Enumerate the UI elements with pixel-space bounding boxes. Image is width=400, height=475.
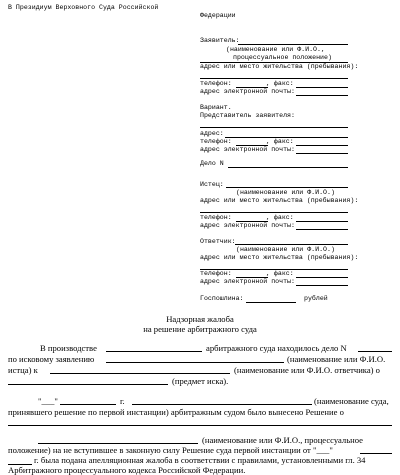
p1-text-g: (предмет иска).: [172, 376, 229, 386]
variant-label: Вариант.: [200, 104, 232, 111]
applicant-email-line: [296, 95, 348, 96]
defendant-fax-line: [296, 277, 348, 278]
plaintiff-phone-label: телефон:: [200, 214, 232, 221]
doc-title-line-1: Надзорная жалоба: [166, 314, 234, 324]
p2-date-day: "___": [38, 396, 58, 406]
case-label: Дело N: [200, 160, 224, 167]
p1-text-b: арбитражного суда находилось дело N: [206, 343, 347, 353]
p3-text-a: (наименование или Ф.И.О., процессуальное: [202, 435, 363, 445]
applicant-phone-label: телефон:: [200, 80, 232, 87]
fee-unit: рублей: [304, 295, 328, 302]
p2-text-d: принявшего решение по первой инстанции) арбитражным судом было вынесено Решение о: [8, 407, 344, 417]
plaintiff-name-line: [226, 187, 348, 188]
p1-court-line: [106, 351, 202, 352]
rep-fax-line: [296, 145, 348, 146]
applicant-name-hint-2: процессуальное положение): [233, 54, 332, 61]
rep-fax-label: , факс:: [266, 138, 294, 145]
defendant-address-label: адрес или место жительства (пребывания):: [200, 254, 359, 261]
applicant-address-label: адрес или место жительства (пребывания):: [200, 63, 359, 70]
applicant-fax-line: [296, 87, 348, 88]
plaintiff-fax-label: , факс:: [266, 214, 294, 221]
p1-text-d: (наименование или Ф.И.О.: [287, 354, 386, 364]
p1-text-a: В производстве: [40, 343, 97, 353]
p1-case-line: [358, 351, 392, 352]
defendant-name-line: [235, 244, 348, 245]
applicant-address-line: [200, 78, 348, 79]
plaintiff-email-label: адрес электронной почты:: [200, 222, 295, 229]
applicant-fax-label: , факс:: [266, 80, 294, 87]
defendant-fax-label: , факс:: [266, 270, 294, 277]
defendant-email-line: [296, 285, 348, 286]
plaintiff-address-line: [200, 212, 348, 213]
representative-line: [200, 127, 348, 128]
plaintiff-label: Истец:: [200, 181, 224, 188]
rep-email-line: [296, 153, 348, 154]
p3-text-b: положение) на не вступившее в законную силу Решение суда первой инстанции от "___": [8, 445, 333, 455]
defendant-email-label: адрес электронной почты:: [200, 278, 295, 285]
p1-subject-line: [8, 384, 168, 385]
p3-text-d: Арбитражного процессуального кодекса Российской Федерации.: [8, 465, 246, 475]
rep-address-label: адрес:: [200, 130, 224, 137]
p1-text-e: истца) к: [8, 365, 38, 375]
p3-date-line: [360, 453, 392, 454]
addressee-line-1: В Президиум Верховного Суда Российской: [8, 4, 159, 11]
p2-year-suffix: г.: [120, 396, 125, 406]
plaintiff-name-hint: (наименование или Ф.И.О.): [236, 189, 335, 196]
fee-label: Госпошлина:: [200, 295, 244, 302]
rep-email-label: адрес электронной почты:: [200, 146, 295, 153]
plaintiff-address-label: адрес или место жительства (пребывания):: [200, 197, 359, 204]
p2-text-c: (наименование суда,: [314, 396, 389, 406]
applicant-label: Заявитель:: [200, 37, 240, 44]
defendant-name-hint: (наименование или Ф.И.О.): [236, 246, 335, 253]
p1-plaintiff-line: [106, 362, 284, 363]
p3-text-c: г. была подана апелляционная жалоба в соответствии с правилами, установленными гл. 34: [34, 455, 366, 465]
p1-text-f: (наименование или Ф.И.О. ответчика) о: [234, 365, 380, 375]
plaintiff-fax-line: [296, 221, 348, 222]
defendant-phone-label: телефон:: [200, 270, 232, 277]
case-number-line: [228, 167, 348, 168]
rep-phone-label: телефон:: [200, 138, 232, 145]
p2-court-line: [132, 404, 312, 405]
applicant-email-label: адрес электронной почты:: [200, 88, 295, 95]
fee-line: [246, 302, 296, 303]
p3-appellant-line: [38, 443, 198, 444]
defendant-label: Ответчик:: [200, 238, 236, 245]
doc-title-line-2: на решение арбитражного суда: [143, 324, 257, 334]
p2-date-line: [60, 404, 116, 405]
p1-defendant-line: [50, 373, 230, 374]
applicant-name-hint-1: (наименование или Ф.И.О.,: [226, 46, 325, 53]
addressee-line-2: Федерации: [200, 12, 236, 19]
representative-label: Представитель заявителя:: [200, 112, 295, 119]
p1-text-c: по исковому заявлению: [8, 354, 95, 364]
plaintiff-email-line: [296, 229, 348, 230]
p2-decision-line: [8, 425, 392, 426]
applicant-name-line: [238, 44, 348, 45]
